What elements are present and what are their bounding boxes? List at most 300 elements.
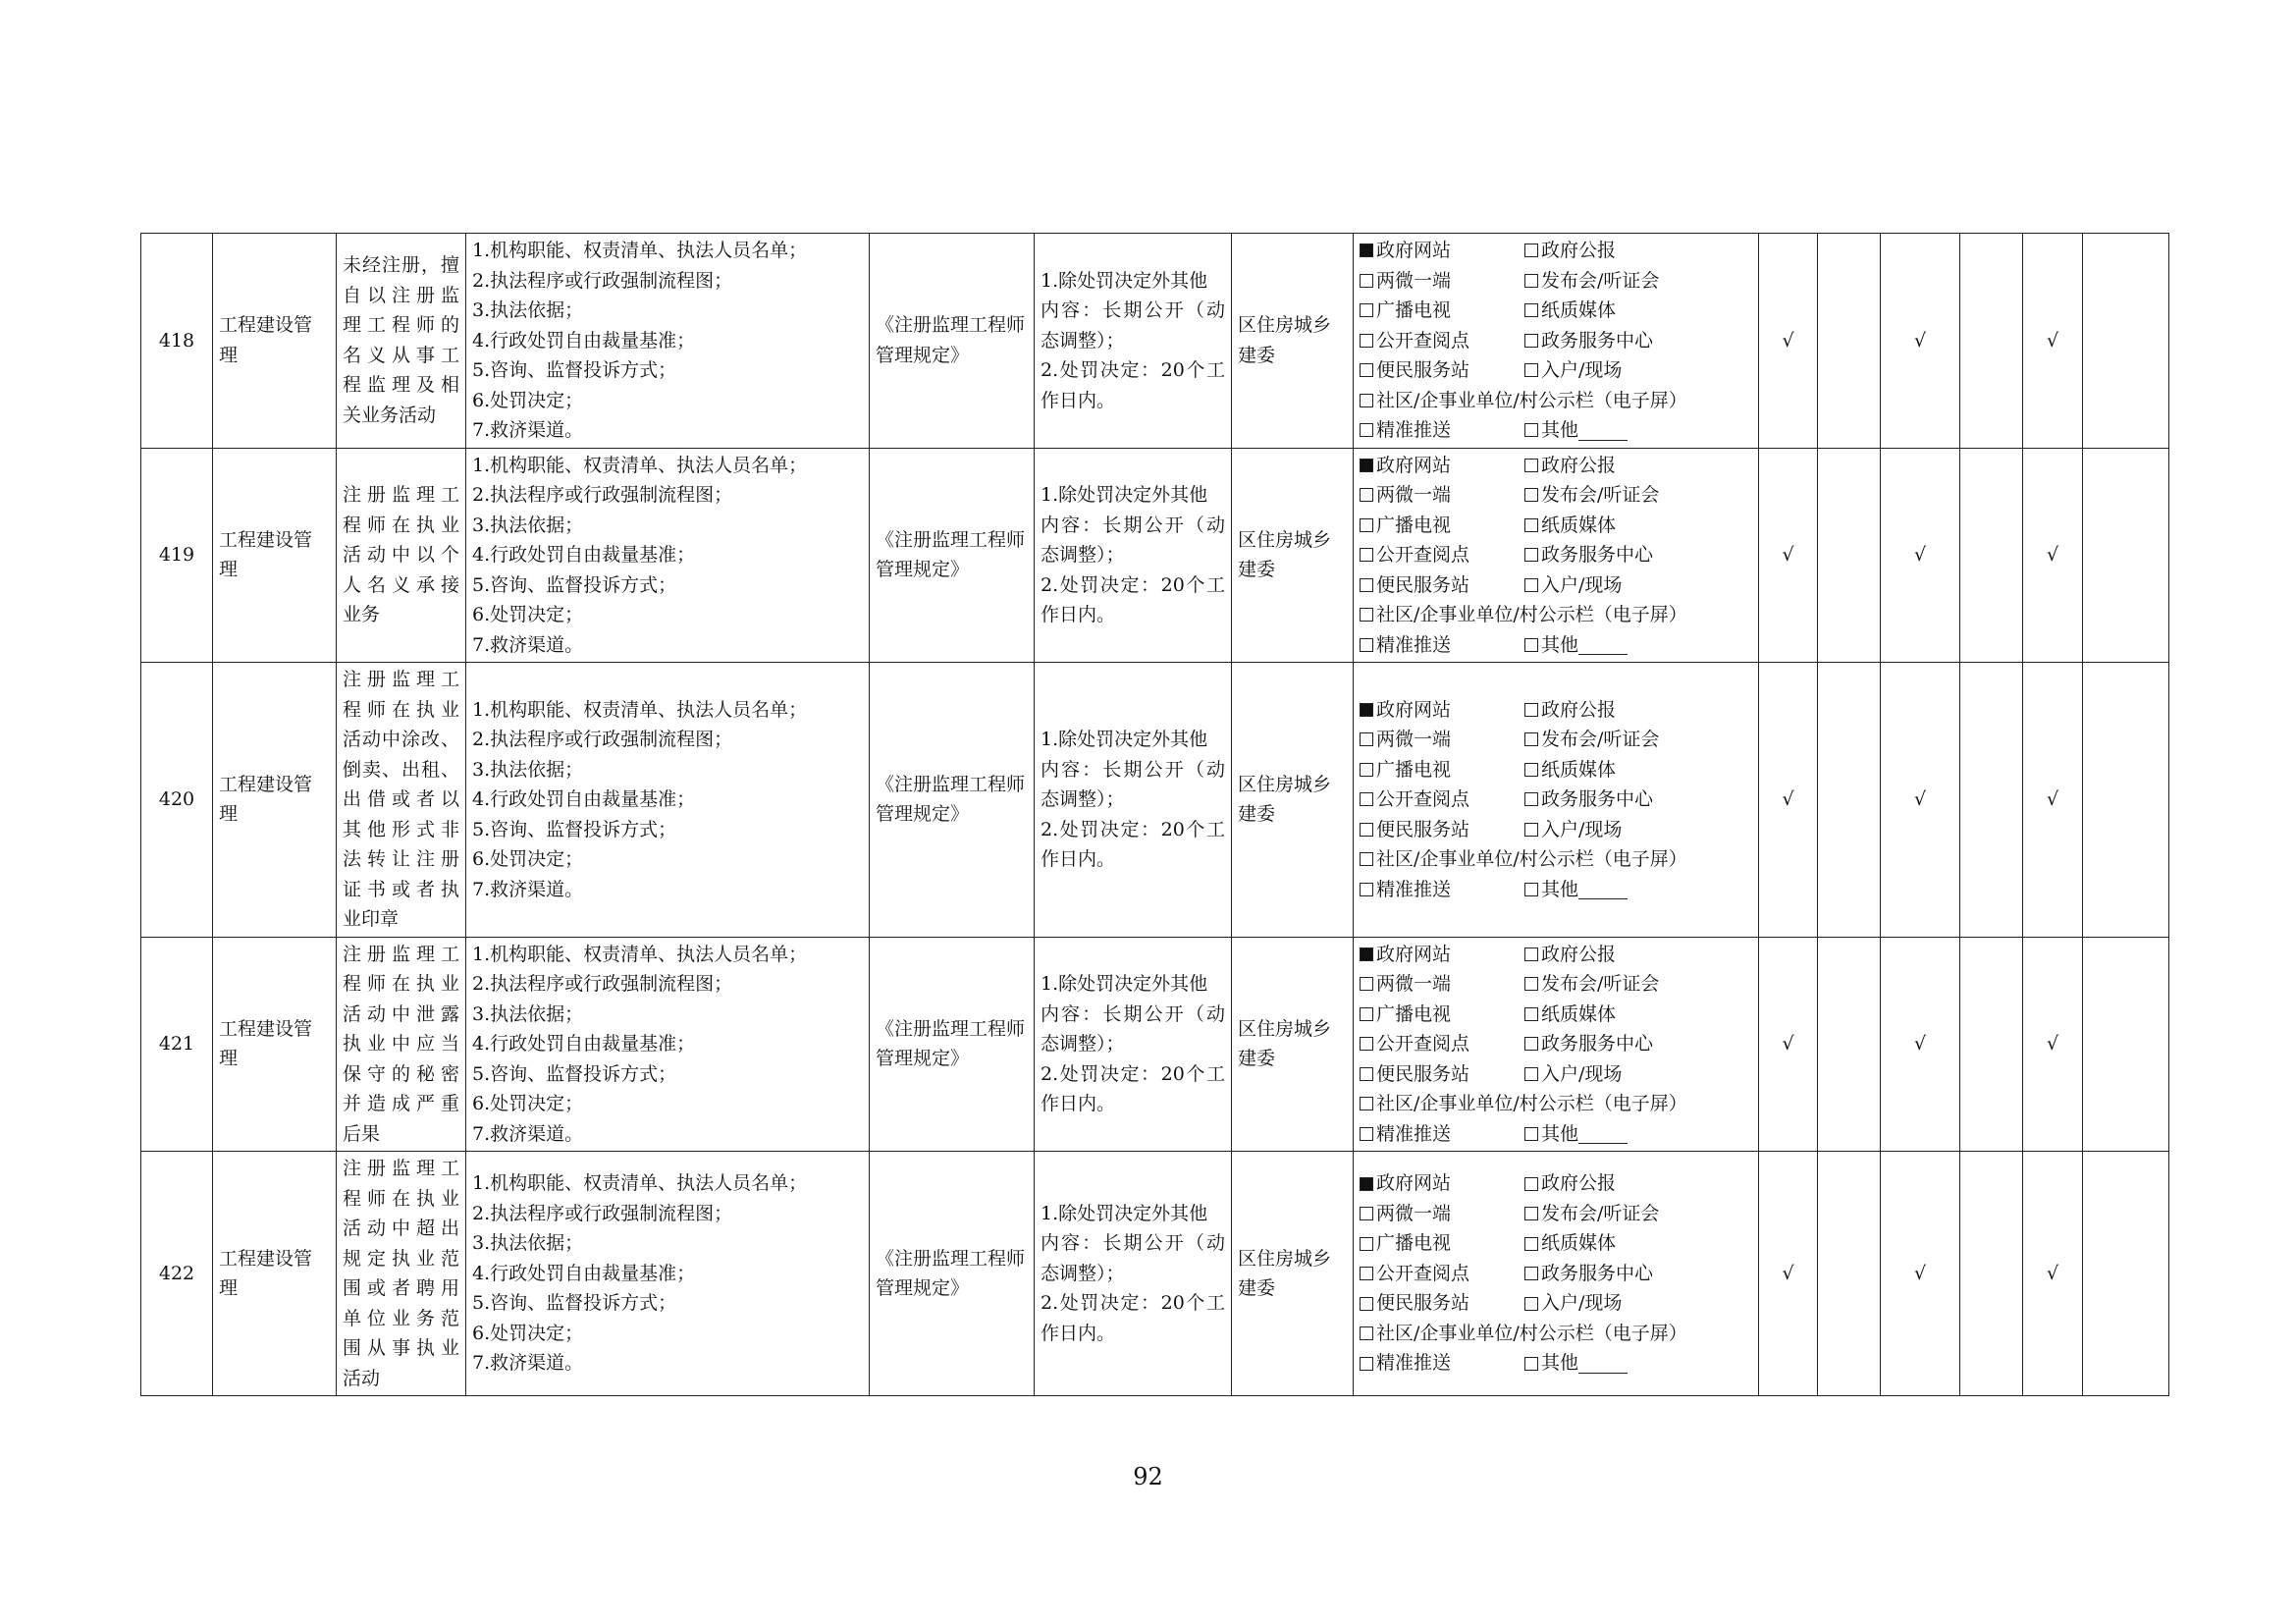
content-line: 6.处罚决定； xyxy=(472,848,584,870)
checkbox-icon xyxy=(1524,977,1538,991)
channel-label: 入户/现场 xyxy=(1541,359,1623,381)
channel-label: 政府网站 xyxy=(1376,943,1452,965)
content-line: 4.行政处罚自由裁量基准； xyxy=(472,788,696,810)
item-line: 围从事执业 xyxy=(343,1337,459,1359)
checkbox-icon xyxy=(1524,1007,1538,1021)
checkbox-icon xyxy=(1360,1326,1373,1340)
item-line: 业务 xyxy=(343,604,381,625)
time-line: 内容：长期公开（动 xyxy=(1041,299,1225,321)
category-text: 工程建设管理 xyxy=(219,314,313,366)
check-cell xyxy=(2023,448,2083,663)
checkbox-icon xyxy=(1524,303,1538,317)
category-cell xyxy=(213,1152,337,1396)
other-blank-line xyxy=(1578,634,1628,655)
checkbox-icon xyxy=(1524,423,1538,437)
category-cell xyxy=(213,448,337,663)
checkbox-icon xyxy=(1524,1067,1538,1081)
channel-option xyxy=(1524,1348,1752,1379)
subject-cell xyxy=(1232,1152,1354,1396)
checkbox-icon xyxy=(1360,977,1373,991)
checkbox-icon xyxy=(1524,947,1538,961)
checkbox-icon xyxy=(1360,608,1373,622)
empty-cell xyxy=(1818,937,1881,1152)
empty-cell xyxy=(2083,448,2169,663)
check-cell xyxy=(1759,1152,1818,1396)
checked-box-icon xyxy=(1360,1177,1373,1191)
channel-label: 两微一端 xyxy=(1376,973,1452,995)
item-line: 活动中涂改、 xyxy=(343,729,459,750)
content-line: 5.咨询、监督投诉方式； xyxy=(472,1062,677,1085)
content-line: 1.机构职能、权责清单、执法人员名单； xyxy=(472,1172,808,1195)
row-number-cell xyxy=(141,234,213,449)
item-line: 自以注册监 xyxy=(343,284,459,306)
basis-text: 《注册监理工程师管理规定》 xyxy=(876,1247,1026,1299)
checkmark-icon: √ xyxy=(2046,1262,2059,1284)
time-line: 态调整）； xyxy=(1041,1033,1125,1055)
table-row xyxy=(141,1152,2169,1396)
channels-cell xyxy=(1354,663,1759,938)
checkbox-icon xyxy=(1524,1237,1538,1251)
channel-label: 纸质媒体 xyxy=(1541,1002,1617,1025)
checkbox-icon xyxy=(1360,1127,1373,1141)
empty-cell xyxy=(2083,937,2169,1152)
checkbox-icon xyxy=(1524,1177,1538,1191)
item-cell xyxy=(337,937,466,1152)
channel-option xyxy=(1524,236,1752,266)
checkmark-icon: √ xyxy=(1782,1262,1794,1284)
channel-label: 政府公报 xyxy=(1541,240,1617,261)
checkbox-icon xyxy=(1524,459,1538,472)
row-number-cell xyxy=(141,663,213,938)
content-line: 7.救济渠道。 xyxy=(472,878,584,900)
checkmark-icon: √ xyxy=(2046,1033,2059,1055)
channel-option xyxy=(1360,1119,1524,1150)
checkbox-icon xyxy=(1524,274,1538,288)
basis-cell xyxy=(870,448,1035,663)
channel-option xyxy=(1524,1119,1752,1150)
time-line: 1.除处罚决定外其他 xyxy=(1041,973,1208,995)
checkmark-icon: √ xyxy=(1913,788,1927,810)
check-cell xyxy=(1759,448,1818,663)
time-line: 2.处罚决定：20个工 xyxy=(1041,573,1225,596)
channel-label: 两微一端 xyxy=(1376,729,1452,750)
checkmark-icon: √ xyxy=(1913,1262,1927,1284)
content-line: 6.处罚决定； xyxy=(472,604,584,625)
item-line: 关业务活动 xyxy=(343,404,437,426)
channel-label: 便民服务站 xyxy=(1376,573,1470,596)
channel-option xyxy=(1360,326,1524,356)
content-line: 5.咨询、监督投诉方式； xyxy=(472,359,677,381)
basis-cell xyxy=(870,1152,1035,1396)
channel-label: 政务服务中心 xyxy=(1541,1262,1654,1284)
channel-label: 政务服务中心 xyxy=(1541,544,1654,566)
item-cell xyxy=(337,234,466,449)
channel-list xyxy=(1360,236,1752,446)
channel-label: 精准推送 xyxy=(1376,878,1452,900)
item-line: 程师在执业 xyxy=(343,698,459,721)
time-line: 1.除处罚决定外其他 xyxy=(1041,1202,1208,1224)
checkbox-icon xyxy=(1360,792,1373,806)
category-text: 工程建设管理 xyxy=(219,1017,313,1070)
checkbox-icon xyxy=(1524,1207,1538,1220)
channel-label: 入户/现场 xyxy=(1541,1292,1623,1315)
time-line: 内容：长期公开（动 xyxy=(1041,758,1225,781)
time-line: 作日内。 xyxy=(1041,848,1116,870)
channel-option xyxy=(1360,1319,1752,1349)
content-line: 4.行政处罚自由裁量基准； xyxy=(472,329,696,352)
channel-option xyxy=(1524,1228,1752,1259)
row-number: 418 xyxy=(158,329,195,352)
checkbox-icon xyxy=(1360,823,1373,837)
content-line: 6.处罚决定； xyxy=(472,1322,584,1344)
item-line: 倒卖、出租、 xyxy=(343,758,459,781)
channel-option xyxy=(1360,785,1524,815)
channel-label: 社区/企事业单位/村公示栏（电子屏） xyxy=(1376,1322,1687,1344)
checkbox-icon xyxy=(1360,578,1373,592)
checkmark-icon: √ xyxy=(1913,544,1927,566)
time-cell xyxy=(1035,1152,1232,1396)
checkbox-icon xyxy=(1360,548,1373,562)
channel-option xyxy=(1360,1029,1524,1059)
checkbox-icon xyxy=(1360,394,1373,407)
basis-text: 《注册监理工程师管理规定》 xyxy=(876,314,1026,366)
channel-option xyxy=(1524,785,1752,815)
channel-label: 两微一端 xyxy=(1376,1202,1452,1224)
checkbox-icon xyxy=(1360,1097,1373,1110)
content-line: 5.咨询、监督投诉方式； xyxy=(472,818,677,840)
basis-text: 《注册监理工程师管理规定》 xyxy=(876,773,1026,826)
content-line: 7.救济渠道。 xyxy=(472,419,584,441)
channel-list xyxy=(1360,940,1752,1150)
checkbox-icon xyxy=(1524,792,1538,806)
item-line: 保守的秘密 xyxy=(343,1062,459,1085)
checkbox-icon xyxy=(1360,732,1373,746)
content-line: 2.执法程序或行政强制流程图； xyxy=(472,484,733,506)
check-cell xyxy=(2023,937,2083,1152)
channel-option xyxy=(1524,355,1752,386)
channel-label: 入户/现场 xyxy=(1541,573,1623,596)
channel-label: 两微一端 xyxy=(1376,484,1452,506)
checkbox-icon xyxy=(1360,1237,1373,1251)
check-cell xyxy=(1881,663,1960,938)
checkbox-icon xyxy=(1524,1357,1538,1371)
channel-label: 广播电视 xyxy=(1376,299,1452,321)
item-line: 理工程师的 xyxy=(343,314,459,337)
empty-cell xyxy=(1960,663,2023,938)
channel-option xyxy=(1360,755,1524,785)
channel-option xyxy=(1360,1199,1524,1229)
empty-cell xyxy=(1960,448,2023,663)
subject-text: 区住房城乡建委 xyxy=(1238,1017,1332,1070)
item-line: 活动中泄露 xyxy=(343,1002,459,1025)
channel-option xyxy=(1524,1288,1752,1319)
channel-option xyxy=(1360,844,1752,875)
channel-label: 便民服务站 xyxy=(1376,1062,1470,1085)
checkbox-icon xyxy=(1360,303,1373,317)
basis-text: 《注册监理工程师管理规定》 xyxy=(876,1017,1026,1070)
content-line: 7.救济渠道。 xyxy=(472,1122,584,1145)
category-text: 工程建设管理 xyxy=(219,528,313,581)
channel-label: 社区/企事业单位/村公示栏（电子屏） xyxy=(1376,389,1687,411)
checkbox-icon xyxy=(1524,732,1538,746)
channels-cell xyxy=(1354,1152,1759,1396)
channels-cell xyxy=(1354,448,1759,663)
time-line: 2.处罚决定：20个工 xyxy=(1041,359,1225,381)
checkmark-icon: √ xyxy=(1782,544,1794,566)
channel-label: 精准推送 xyxy=(1376,1122,1452,1145)
category-cell xyxy=(213,663,337,938)
content-line: 3.执法依据； xyxy=(472,1232,584,1255)
category-cell xyxy=(213,234,337,449)
disclosure-table xyxy=(140,233,2169,1396)
channel-label: 公开查阅点 xyxy=(1376,329,1470,352)
content-cell xyxy=(466,448,870,663)
item-line: 人名义承接 xyxy=(343,573,459,596)
checkbox-icon xyxy=(1360,1357,1373,1371)
checkmark-icon: √ xyxy=(1913,329,1927,352)
item-cell xyxy=(337,448,466,663)
time-line: 作日内。 xyxy=(1041,604,1116,625)
subject-cell xyxy=(1232,234,1354,449)
item-line: 注册监理工 xyxy=(343,484,459,506)
channel-option xyxy=(1524,1168,1752,1199)
checkbox-icon xyxy=(1524,883,1538,896)
item-line: 证书或者执 xyxy=(343,878,459,900)
channel-option xyxy=(1524,266,1752,297)
subject-cell xyxy=(1232,937,1354,1152)
basis-cell xyxy=(870,937,1035,1152)
subject-text: 区住房城乡建委 xyxy=(1238,773,1332,826)
other-blank-line xyxy=(1578,879,1628,899)
checkbox-icon xyxy=(1360,1037,1373,1051)
channel-label: 便民服务站 xyxy=(1376,818,1470,840)
channel-label: 发布会/听证会 xyxy=(1541,269,1660,292)
channel-label: 政务服务中心 xyxy=(1541,1033,1654,1055)
channel-label: 政务服务中心 xyxy=(1541,329,1654,352)
item-line: 未经注册，擅 xyxy=(343,254,459,277)
channel-option xyxy=(1524,1199,1752,1229)
checkbox-icon xyxy=(1524,334,1538,348)
time-line: 内容：长期公开（动 xyxy=(1041,1232,1225,1255)
channel-option xyxy=(1360,540,1524,570)
channel-label: 政府网站 xyxy=(1376,698,1452,721)
channel-option xyxy=(1360,815,1524,845)
item-line: 程监理及相 xyxy=(343,374,459,397)
content-line: 4.行政处罚自由裁量基准； xyxy=(472,1262,696,1284)
content-cell xyxy=(466,663,870,938)
time-line: 态调整）； xyxy=(1041,544,1125,566)
empty-cell xyxy=(1818,448,1881,663)
time-line: 2.处罚决定：20个工 xyxy=(1041,818,1225,840)
checkbox-icon xyxy=(1524,548,1538,562)
channel-label: 社区/企事业单位/村公示栏（电子屏） xyxy=(1376,848,1687,870)
channel-list xyxy=(1360,1168,1752,1379)
channel-label: 社区/企事业单位/村公示栏（电子屏） xyxy=(1376,604,1687,625)
channel-option xyxy=(1524,1000,1752,1030)
subject-text: 区住房城乡建委 xyxy=(1238,314,1332,366)
checkbox-icon xyxy=(1524,1127,1538,1141)
item-line: 后果 xyxy=(343,1122,381,1145)
time-line: 作日内。 xyxy=(1041,389,1116,411)
channel-option xyxy=(1360,969,1524,1000)
content-line: 2.执法程序或行政强制流程图； xyxy=(472,1202,733,1224)
channel-label: 其他 xyxy=(1541,878,1579,900)
channel-label: 其他 xyxy=(1541,1352,1579,1375)
time-line: 内容：长期公开（动 xyxy=(1041,1002,1225,1025)
empty-cell xyxy=(2083,1152,2169,1396)
channel-option xyxy=(1524,815,1752,845)
row-number: 422 xyxy=(158,1262,195,1284)
channel-option xyxy=(1524,570,1752,601)
time-line: 1.除处罚决定外其他 xyxy=(1041,269,1208,292)
checkmark-icon: √ xyxy=(1782,329,1794,352)
channel-label: 政府公报 xyxy=(1541,698,1617,721)
channel-option xyxy=(1524,1059,1752,1090)
other-blank-line xyxy=(1578,1353,1628,1374)
channel-label: 广播电视 xyxy=(1376,1232,1452,1255)
channel-label: 社区/企事业单位/村公示栏（电子屏） xyxy=(1376,1093,1687,1114)
channel-option xyxy=(1360,386,1752,416)
checkmark-icon: √ xyxy=(2046,544,2059,566)
content-line: 1.机构职能、权责清单、执法人员名单； xyxy=(472,698,808,721)
time-line: 1.除处罚决定外其他 xyxy=(1041,484,1208,506)
item-line: 业印章 xyxy=(343,908,400,930)
channel-option xyxy=(1524,540,1752,570)
time-line: 内容：长期公开（动 xyxy=(1041,514,1225,536)
check-cell xyxy=(2023,663,2083,938)
time-line: 2.处罚决定：20个工 xyxy=(1041,1062,1225,1085)
channel-option xyxy=(1524,1259,1752,1289)
checkbox-icon xyxy=(1524,518,1538,532)
checkbox-icon xyxy=(1360,518,1373,532)
row-number: 419 xyxy=(158,544,195,566)
checkmark-icon: √ xyxy=(1782,1033,1794,1055)
item-line: 注册监理工 xyxy=(343,943,459,965)
time-cell xyxy=(1035,663,1232,938)
check-cell xyxy=(1881,937,1960,1152)
checkbox-icon xyxy=(1524,1297,1538,1311)
channels-cell xyxy=(1354,234,1759,449)
channel-option xyxy=(1360,1259,1524,1289)
item-line: 法转让注册 xyxy=(343,848,459,870)
item-line: 其他形式非 xyxy=(343,818,459,840)
content-line: 1.机构职能、权责清单、执法人员名单； xyxy=(472,943,808,965)
checkbox-icon xyxy=(1360,1207,1373,1220)
channel-label: 发布会/听证会 xyxy=(1541,973,1660,995)
content-line: 1.机构职能、权责清单、执法人员名单； xyxy=(472,454,808,476)
checkbox-icon xyxy=(1524,578,1538,592)
time-cell xyxy=(1035,448,1232,663)
item-line: 程师在执业 xyxy=(343,973,459,995)
channel-list xyxy=(1360,451,1752,661)
channel-label: 发布会/听证会 xyxy=(1541,729,1660,750)
checkmark-icon: √ xyxy=(2046,788,2059,810)
channel-label: 纸质媒体 xyxy=(1541,299,1617,321)
content-line: 4.行政处罚自由裁量基准； xyxy=(472,1033,696,1055)
row-number: 420 xyxy=(158,788,195,810)
channel-label: 公开查阅点 xyxy=(1376,1033,1470,1055)
channel-label: 政府网站 xyxy=(1376,1172,1452,1195)
check-cell xyxy=(2023,1152,2083,1396)
item-line: 规定执业范 xyxy=(343,1247,459,1270)
check-cell xyxy=(1759,937,1818,1152)
channel-option xyxy=(1524,940,1752,970)
row-number-cell xyxy=(141,1152,213,1396)
channel-label: 纸质媒体 xyxy=(1541,514,1617,536)
checkbox-icon xyxy=(1360,763,1373,777)
time-line: 1.除处罚决定外其他 xyxy=(1041,729,1208,750)
check-cell xyxy=(2023,234,2083,449)
channel-label: 入户/现场 xyxy=(1541,1062,1623,1085)
channel-label: 发布会/听证会 xyxy=(1541,484,1660,506)
content-line: 7.救济渠道。 xyxy=(472,1352,584,1375)
checked-box-icon xyxy=(1360,244,1373,257)
channel-option xyxy=(1360,236,1524,266)
empty-cell xyxy=(1960,1152,2023,1396)
channel-label: 政府公报 xyxy=(1541,1172,1617,1195)
check-cell xyxy=(1759,663,1818,938)
basis-cell xyxy=(870,663,1035,938)
channel-label: 公开查阅点 xyxy=(1376,544,1470,566)
empty-cell xyxy=(1818,1152,1881,1396)
channel-label: 发布会/听证会 xyxy=(1541,1202,1660,1224)
item-cell xyxy=(337,1152,466,1396)
content-line: 2.执法程序或行政强制流程图； xyxy=(472,729,733,750)
checkbox-icon xyxy=(1360,852,1373,866)
content-line: 6.处罚决定； xyxy=(472,1093,584,1114)
channel-option xyxy=(1360,451,1524,481)
content-cell xyxy=(466,234,870,449)
other-blank-line xyxy=(1578,1123,1628,1144)
checkbox-icon xyxy=(1524,1037,1538,1051)
table-row xyxy=(141,234,2169,449)
table-row xyxy=(141,937,2169,1152)
channels-cell xyxy=(1354,937,1759,1152)
checkbox-icon xyxy=(1360,638,1373,652)
time-line: 态调整）； xyxy=(1041,329,1125,352)
channel-option xyxy=(1360,875,1524,905)
checkbox-icon xyxy=(1524,244,1538,257)
channel-label: 纸质媒体 xyxy=(1541,758,1617,781)
content-line: 1.机构职能、权责清单、执法人员名单； xyxy=(472,240,808,261)
category-cell xyxy=(213,937,337,1152)
checkbox-icon xyxy=(1360,274,1373,288)
item-cell xyxy=(337,663,466,938)
channel-option xyxy=(1360,511,1524,541)
checkbox-icon xyxy=(1524,823,1538,837)
time-line: 2.处罚决定：20个工 xyxy=(1041,1292,1225,1315)
channel-option xyxy=(1524,511,1752,541)
channel-option xyxy=(1360,1288,1524,1319)
channel-option xyxy=(1524,755,1752,785)
time-cell xyxy=(1035,234,1232,449)
row-number: 421 xyxy=(158,1033,195,1055)
channel-option xyxy=(1524,725,1752,755)
page-number: 92 xyxy=(1133,1463,1163,1490)
item-line: 执业中应当 xyxy=(343,1033,459,1055)
channel-option xyxy=(1360,415,1524,446)
channel-option xyxy=(1360,266,1524,297)
other-blank-line xyxy=(1578,420,1628,441)
item-line: 活动中超出 xyxy=(343,1218,459,1239)
checkmark-icon: √ xyxy=(2046,329,2059,352)
check-cell xyxy=(1759,234,1818,449)
channel-list xyxy=(1360,695,1752,905)
channel-option xyxy=(1360,1228,1524,1259)
channel-label: 广播电视 xyxy=(1376,758,1452,781)
channel-option xyxy=(1360,1168,1524,1199)
channel-option xyxy=(1360,600,1752,630)
